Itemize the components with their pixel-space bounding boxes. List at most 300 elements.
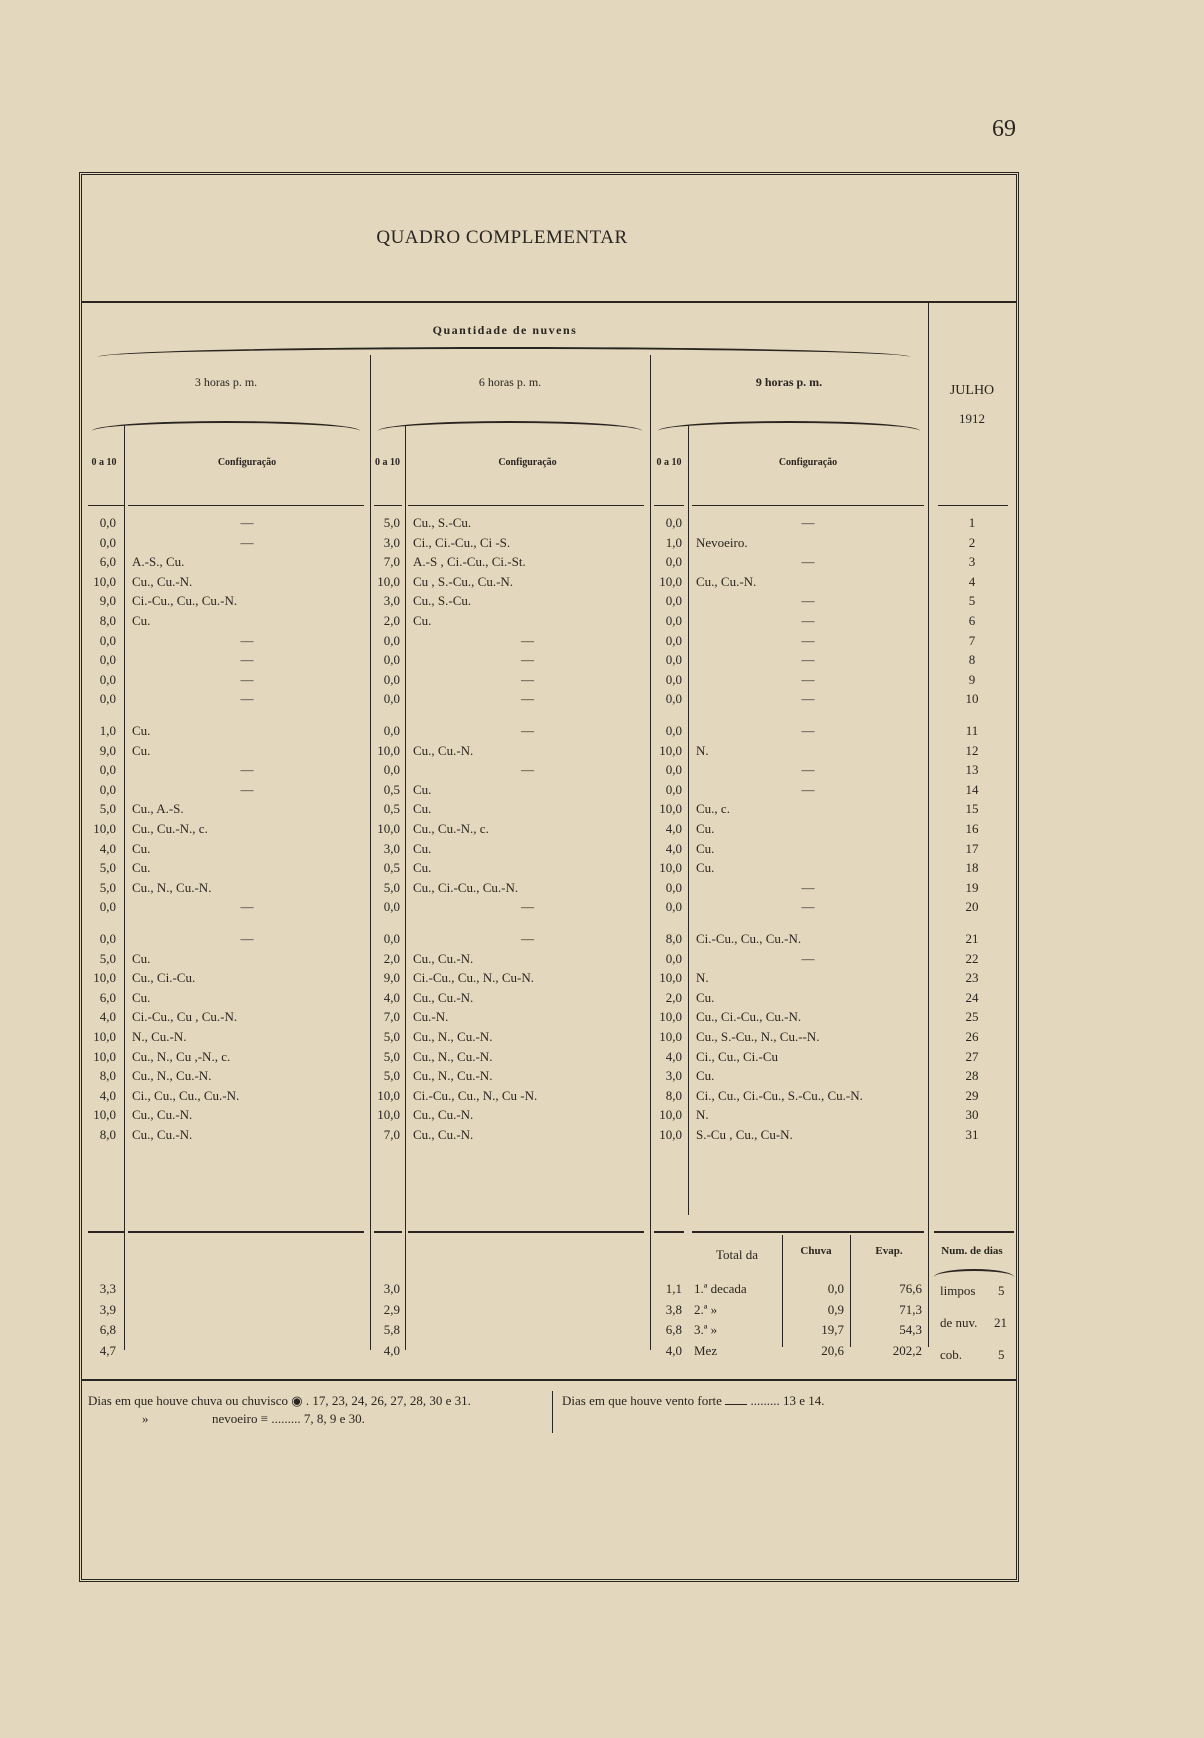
- cell-6pm-config: —: [521, 931, 534, 946]
- ndias-brace: [934, 1269, 1014, 1277]
- cell-9pm-config: Ci., Cu., Ci.-Cu., S.-Cu., Cu.-N.: [696, 1087, 863, 1103]
- cell-9pm-config: —: [801, 632, 815, 648]
- table-row: [82, 1127, 1016, 1147]
- header-rule-1: [88, 505, 124, 506]
- table-row: [82, 1009, 1016, 1029]
- cell-3pm-config: —: [240, 691, 254, 707]
- cell-day: 12: [965, 742, 979, 758]
- title-divider: [82, 301, 1016, 303]
- cell-3pm-amount: 8,0: [99, 1127, 116, 1142]
- cell-3pm-amount: 4,0: [99, 1087, 116, 1103]
- cell-6pm-config: —: [521, 899, 534, 915]
- wind-label: Dias em que houve vento forte: [562, 1393, 722, 1408]
- cell-3pm-config: Cu., Cu.-N.: [132, 1107, 193, 1123]
- cell-9pm-config: S.-Cu , Cu., Cu-N.: [696, 1127, 793, 1142]
- cell-6pm-config: Cu.: [413, 801, 432, 817]
- cell-3pm-amount: 5,0: [99, 860, 116, 876]
- limpos-label: limpos: [940, 1283, 976, 1298]
- table-row: [82, 691, 1016, 711]
- cell-9pm-config: —: [801, 691, 815, 707]
- cell-6pm-amount: 4,0: [383, 989, 400, 1005]
- total-3pm: 3,9: [99, 1301, 116, 1317]
- cell-6pm-config: Cu., S.-Cu.: [413, 515, 472, 530]
- cell-3pm-config: —: [240, 652, 254, 668]
- cell-day: 21: [965, 931, 979, 946]
- cell-day: 10: [965, 691, 979, 707]
- cell-day: 11: [965, 723, 979, 738]
- cell-6pm-config: Cu., Cu.-N.: [413, 1107, 474, 1123]
- cell-day: 13: [965, 762, 979, 778]
- cell-day: 4: [968, 573, 976, 589]
- cell-6pm-config: —: [521, 691, 534, 707]
- cell-9pm-amount: 0,0: [665, 781, 682, 797]
- header-rule-7: [938, 505, 1008, 506]
- cell-6pm-amount: 3,0: [383, 840, 400, 856]
- time-6pm: 6 horas p. m.: [478, 375, 542, 389]
- total-9pm: 1,1: [665, 1281, 682, 1296]
- cell-3pm-amount: 10,0: [93, 970, 116, 986]
- cell-3pm-amount: 5,0: [99, 879, 116, 895]
- cell-3pm-amount: 10,0: [93, 573, 116, 589]
- cell-3pm-amount: 0,0: [99, 534, 116, 550]
- cell-6pm-config: Cu., Cu.-N.: [413, 950, 474, 966]
- cell-9pm-config: —: [801, 652, 815, 668]
- header-rule-2: [128, 505, 364, 506]
- cell-9pm-config: —: [801, 515, 815, 530]
- table-row: [82, 593, 1016, 613]
- cell-9pm-amount: 0,0: [665, 632, 682, 648]
- table-frame: [79, 172, 1019, 1582]
- cell-3pm-config: Cu.: [132, 950, 151, 966]
- cell-6pm-amount: 3,0: [383, 593, 400, 609]
- total-period: Mez: [694, 1342, 718, 1358]
- totals-rule-7: [934, 1231, 1014, 1233]
- cell-9pm-config: —: [801, 879, 815, 895]
- cell-9pm-config: Cu., S.-Cu., N., Cu.--N.: [696, 1029, 820, 1044]
- cell-9pm-config: —: [801, 723, 815, 738]
- cell-day: 24: [965, 989, 979, 1005]
- group-title: Quantidade de nuvens: [432, 323, 578, 337]
- cell-6pm-amount: 0,5: [383, 860, 400, 876]
- totals-rule-1: [88, 1231, 124, 1233]
- cell-3pm-config: Ci.-Cu., Cu , Cu.-N.: [132, 1009, 238, 1025]
- table-row: [82, 970, 1016, 990]
- cell-6pm-config: Cu., Cu.-N.: [413, 742, 474, 758]
- evap-label: Evap.: [875, 1245, 903, 1257]
- total-period: 1.ª decada: [694, 1281, 747, 1296]
- cell-6pm-config: Cu., Cu.-N.: [413, 1127, 474, 1142]
- table-row: [82, 841, 1016, 861]
- cell-9pm-amount: 4,0: [665, 1048, 682, 1064]
- cell-9pm-amount: 3,0: [665, 1068, 682, 1084]
- total-evap: 76,6: [899, 1281, 922, 1296]
- cell-6pm-amount: 0,0: [383, 652, 400, 668]
- cell-day: 2: [968, 534, 976, 550]
- cell-9pm-config: —: [801, 554, 815, 570]
- table-row: [82, 1088, 1016, 1108]
- cell-3pm-config: Ci.-Cu., Cu., Cu.-N.: [132, 593, 238, 609]
- cell-6pm-amount: 0,0: [383, 671, 400, 687]
- header-rule-5: [654, 505, 684, 506]
- cell-day: 25: [965, 1009, 979, 1025]
- cell-9pm-amount: 10,0: [659, 1127, 682, 1142]
- rain-symbol-icon: ◉: [291, 1393, 303, 1408]
- cell-6pm-amount: 5,0: [383, 515, 400, 530]
- cell-3pm-amount: 0,0: [99, 762, 116, 778]
- cell-9pm-config: N.: [696, 742, 709, 758]
- cell-6pm-config: Cu , S.-Cu., Cu.-N.: [413, 573, 514, 589]
- cell-9pm-config: —: [801, 613, 815, 628]
- total-6pm: 3,0: [383, 1281, 400, 1296]
- table-row: [82, 931, 1016, 951]
- cell-day: 14: [965, 781, 979, 797]
- cell-6pm-amount: 0,0: [383, 632, 400, 648]
- cell-9pm-config: Ci.-Cu., Cu., Cu.-N.: [696, 931, 802, 946]
- cell-9pm-config: Cu.: [696, 860, 715, 876]
- cell-6pm-config: —: [521, 762, 534, 778]
- cell-6pm-config: Cu.-N.: [413, 1009, 449, 1025]
- cell-6pm-amount: 5,0: [383, 1068, 400, 1084]
- total-3pm: 4,7: [99, 1342, 116, 1358]
- table-row: [82, 1049, 1016, 1069]
- cell-9pm-config: —: [801, 781, 815, 797]
- table-row: [82, 782, 1016, 802]
- cell-9pm-config: —: [801, 899, 815, 915]
- fog-label: nevoeiro: [212, 1411, 258, 1426]
- cell-6pm-config: —: [521, 632, 534, 648]
- cell-9pm-config: —: [801, 671, 815, 687]
- cell-9pm-amount: 10,0: [659, 801, 682, 817]
- cell-3pm-config: Cu.: [132, 840, 151, 856]
- cell-9pm-config: N.: [696, 970, 709, 986]
- wind-values: ......... 13 e 14.: [750, 1393, 825, 1408]
- total-9pm: 4,0: [665, 1342, 682, 1358]
- total-chuva: 19,7: [821, 1322, 844, 1337]
- cell-6pm-amount: 10,0: [377, 821, 400, 836]
- cell-9pm-config: —: [801, 950, 815, 966]
- totals-rule-6: [692, 1231, 924, 1233]
- cell-6pm-config: Cu.: [413, 840, 432, 856]
- table-row: [82, 743, 1016, 763]
- cell-day: 22: [965, 950, 979, 966]
- cell-3pm-amount: 10,0: [93, 821, 116, 836]
- cell-3pm-amount: 0,0: [99, 899, 116, 915]
- cell-9pm-amount: 0,0: [665, 691, 682, 707]
- cell-day: 7: [968, 632, 976, 648]
- total-evap: 202,2: [892, 1342, 922, 1358]
- cell-day: 20: [965, 899, 979, 915]
- cell-9pm-amount: 0,0: [665, 671, 682, 687]
- totals-rule-4: [408, 1231, 644, 1233]
- header-rule-3: [374, 505, 402, 506]
- cell-6pm-config: Cu., Ci.-Cu., Cu.-N.: [413, 879, 519, 895]
- totals-rule-5: [654, 1231, 684, 1233]
- cell-3pm-config: Cu., Cu.-N., c.: [132, 821, 208, 836]
- table-row: [82, 574, 1016, 594]
- rain-values: . 17, 23, 24, 26, 27, 28, 30 e 31.: [305, 1393, 471, 1408]
- cell-day: 9: [968, 671, 976, 687]
- total-period: 3.ª »: [694, 1322, 718, 1337]
- cell-9pm-amount: 0,0: [665, 723, 682, 738]
- cell-9pm-amount: 0,0: [665, 879, 682, 895]
- cell-3pm-amount: 0,0: [99, 652, 116, 668]
- cell-3pm-config: Cu., N., Cu.-N.: [132, 1068, 212, 1084]
- total-chuva: 20,6: [821, 1342, 844, 1358]
- group-brace: [98, 347, 910, 357]
- table-row: [82, 762, 1016, 782]
- cell-9pm-amount: 0,0: [665, 515, 682, 530]
- cell-9pm-config: Cu., Ci.-Cu., Cu.-N.: [696, 1009, 802, 1025]
- cell-9pm-amount: 10,0: [659, 1107, 682, 1123]
- cell-6pm-config: —: [521, 671, 534, 687]
- cell-6pm-config: Cu., Cu.-N.: [413, 989, 474, 1005]
- cell-day: 30: [965, 1107, 979, 1123]
- footer-divider: [82, 1379, 1016, 1381]
- cell-9pm-amount: 2,0: [665, 989, 682, 1005]
- cell-3pm-amount: 9,0: [99, 742, 116, 758]
- cell-6pm-config: Cu.: [413, 613, 432, 628]
- cell-6pm-amount: 10,0: [377, 1107, 400, 1123]
- cell-6pm-config: Cu., N., Cu.-N.: [413, 1068, 493, 1084]
- cell-3pm-amount: 6,0: [99, 989, 116, 1005]
- cell-3pm-config: —: [240, 632, 254, 648]
- cell-9pm-amount: 0,0: [665, 613, 682, 628]
- cell-6pm-amount: 2,0: [383, 950, 400, 966]
- table-title: QUADRO COMPLEMENTAR: [376, 227, 628, 248]
- wind-symbol-icon: [725, 1398, 747, 1405]
- cell-day: 6: [968, 613, 976, 628]
- cell-3pm-config: Cu., N., Cu ,-N., c.: [132, 1048, 231, 1064]
- cell-6pm-amount: 5,0: [383, 1048, 400, 1064]
- cell-6pm-amount: 5,0: [383, 1029, 400, 1044]
- cell-3pm-config: Ci., Cu., Cu., Cu.-N.: [132, 1087, 240, 1103]
- cell-3pm-amount: 5,0: [99, 801, 116, 817]
- cell-3pm-config: —: [240, 671, 254, 687]
- cell-9pm-amount: 8,0: [665, 1087, 682, 1103]
- cell-6pm-config: Ci., Ci.-Cu., Ci -S.: [413, 534, 511, 550]
- cell-3pm-amount: 10,0: [93, 1107, 116, 1123]
- cell-6pm-amount: 7,0: [383, 1127, 400, 1142]
- totals-rule-3: [374, 1231, 402, 1233]
- total-6pm: 4,0: [383, 1342, 400, 1358]
- table-row: [82, 535, 1016, 555]
- total-6pm: 5,8: [383, 1322, 400, 1337]
- cell-9pm-amount: 10,0: [659, 1029, 682, 1044]
- cell-3pm-amount: 8,0: [99, 613, 116, 628]
- nuv-label: de nuv.: [940, 1315, 978, 1330]
- cell-6pm-config: Cu., S.-Cu.: [413, 593, 472, 609]
- total-label: Total da: [715, 1247, 759, 1262]
- cell-3pm-amount: 10,0: [93, 1048, 116, 1064]
- year-label: 1912: [959, 411, 985, 426]
- fog-prefix: »: [142, 1411, 149, 1426]
- table-row: [82, 1068, 1016, 1088]
- table-row: [82, 613, 1016, 633]
- config-label-3: Configuração: [778, 457, 838, 468]
- cell-9pm-config: Cu., c.: [696, 801, 730, 817]
- cell-3pm-amount: 0,0: [99, 671, 116, 687]
- nuv-value: 21: [994, 1315, 1007, 1330]
- total-6pm: 2,9: [383, 1301, 400, 1317]
- fog-values: ......... 7, 8, 9 e 30.: [271, 1411, 365, 1426]
- total-3pm: 3,3: [99, 1281, 116, 1296]
- total-period: 2.ª »: [694, 1301, 718, 1317]
- scale-label-3: 0 a 10: [656, 457, 682, 468]
- config-label-1: Configuração: [217, 457, 277, 468]
- cell-9pm-config: N.: [696, 1107, 709, 1123]
- page-number: 69: [992, 116, 1016, 142]
- cell-6pm-amount: 0,0: [383, 762, 400, 778]
- cell-3pm-amount: 4,0: [99, 840, 116, 856]
- cell-3pm-config: —: [240, 931, 254, 946]
- cell-3pm-config: Cu.: [132, 989, 151, 1005]
- table-row: [82, 990, 1016, 1010]
- cell-day: 16: [965, 821, 979, 836]
- total-9pm: 6,8: [665, 1322, 682, 1337]
- cell-6pm-config: Cu., N., Cu.-N.: [413, 1048, 493, 1064]
- cell-9pm-config: Cu.: [696, 1068, 715, 1084]
- header-rule-4: [408, 505, 644, 506]
- fog-note: [212, 1411, 365, 1427]
- cell-9pm-config: Cu.: [696, 989, 715, 1005]
- fog-symbol-icon: ≡: [260, 1411, 269, 1426]
- cell-day: 27: [965, 1048, 979, 1064]
- scale-label-2: 0 a 10: [375, 457, 400, 468]
- cell-3pm-config: N., Cu.-N.: [132, 1029, 187, 1044]
- header-rule-6: [692, 505, 924, 506]
- cell-6pm-config: Ci.-Cu., Cu., N., Cu -N.: [413, 1087, 538, 1103]
- cell-3pm-amount: 0,0: [99, 691, 116, 707]
- cell-3pm-amount: 0,0: [99, 931, 116, 946]
- limpos-value: 5: [998, 1283, 1005, 1298]
- cell-day: 18: [965, 860, 979, 876]
- cell-6pm-config: Cu.: [413, 781, 432, 797]
- total-evap: 54,3: [899, 1322, 922, 1337]
- cell-9pm-amount: 0,0: [665, 899, 682, 915]
- total-3pm: 6,8: [99, 1322, 116, 1337]
- cell-9pm-amount: 0,0: [665, 762, 682, 778]
- table-row: [82, 1029, 1016, 1049]
- cell-3pm-config: Cu.: [132, 613, 151, 628]
- cell-3pm-config: —: [240, 534, 254, 550]
- cell-3pm-amount: 0,0: [99, 515, 116, 530]
- table-row: [82, 951, 1016, 971]
- time-9pm: 9 horas p. m.: [755, 375, 823, 389]
- table-row: [82, 554, 1016, 574]
- cell-9pm-config: —: [801, 762, 815, 778]
- brace-6pm: [378, 421, 642, 431]
- config-label-2: Configuração: [498, 457, 557, 468]
- cell-6pm-config: Cu., N., Cu.-N.: [413, 1029, 493, 1044]
- cell-6pm-amount: 0,0: [383, 899, 400, 915]
- footer-col-divider: [552, 1391, 553, 1433]
- cell-3pm-config: Cu.: [132, 723, 151, 738]
- cell-6pm-amount: 2,0: [383, 613, 400, 628]
- cell-9pm-amount: 4,0: [665, 821, 682, 836]
- cell-day: 19: [965, 879, 979, 895]
- cell-3pm-config: —: [240, 762, 254, 778]
- cell-6pm-amount: 0,5: [383, 801, 400, 817]
- chuva-label: Chuva: [800, 1245, 832, 1257]
- cell-9pm-amount: 0,0: [665, 593, 682, 609]
- cell-6pm-config: —: [521, 723, 534, 738]
- wind-note: [562, 1393, 824, 1409]
- cell-3pm-config: —: [240, 781, 254, 797]
- cell-9pm-amount: 10,0: [659, 970, 682, 986]
- cell-day: 29: [965, 1087, 979, 1103]
- cell-3pm-config: Cu.: [132, 742, 151, 758]
- cell-9pm-config: Nevoeiro.: [696, 534, 748, 550]
- total-chuva: 0,9: [827, 1301, 844, 1317]
- cell-3pm-amount: 9,0: [99, 593, 116, 609]
- cell-3pm-config: —: [240, 899, 254, 915]
- table-row: [82, 821, 1016, 841]
- cell-day: 23: [965, 970, 979, 986]
- cell-9pm-amount: 0,0: [665, 554, 682, 570]
- cell-6pm-amount: 10,0: [377, 742, 400, 758]
- cell-9pm-amount: 10,0: [659, 860, 682, 876]
- cell-6pm-amount: 0,5: [383, 781, 400, 797]
- cell-3pm-config: —: [240, 515, 254, 530]
- cell-3pm-amount: 6,0: [99, 554, 116, 570]
- cell-6pm-config: Cu., Cu.-N., c.: [413, 821, 489, 836]
- table-row: [82, 880, 1016, 900]
- rain-label: Dias em que houve chuva ou chuvisco: [88, 1393, 289, 1408]
- cell-day: 5: [968, 593, 976, 609]
- time-3pm: 3 horas p. m.: [194, 375, 258, 389]
- total-9pm: 3,8: [665, 1301, 682, 1317]
- cell-9pm-amount: 10,0: [659, 742, 682, 758]
- cell-3pm-config: Cu., N., Cu.-N.: [132, 879, 212, 895]
- table-row: [82, 633, 1016, 653]
- cell-9pm-config: Cu.: [696, 840, 715, 856]
- cell-6pm-amount: 10,0: [377, 573, 400, 589]
- month-label: JULHO: [949, 383, 995, 398]
- total-chuva: 0,0: [827, 1281, 844, 1296]
- cell-day: 1: [968, 515, 976, 530]
- table-row: [82, 672, 1016, 692]
- cell-3pm-amount: 8,0: [99, 1068, 116, 1084]
- cell-6pm-amount: 9,0: [383, 970, 400, 986]
- rain-note: [88, 1393, 471, 1409]
- cell-3pm-config: Cu.: [132, 860, 151, 876]
- cell-3pm-config: Cu., Cu.-N.: [132, 573, 193, 589]
- cell-day: 15: [965, 801, 979, 817]
- ndias-label: Num. de dias: [941, 1245, 1003, 1257]
- cell-3pm-config: A.-S., Cu.: [132, 554, 185, 570]
- cell-6pm-amount: 3,0: [383, 534, 400, 550]
- cell-9pm-amount: 10,0: [659, 573, 682, 589]
- cell-day: 26: [965, 1029, 979, 1044]
- cell-9pm-amount: 8,0: [665, 931, 682, 946]
- cell-3pm-config: Cu., Ci.-Cu.: [132, 970, 196, 986]
- cell-day: 17: [965, 840, 979, 856]
- totals-rule-2: [128, 1231, 364, 1233]
- cell-3pm-amount: 0,0: [99, 632, 116, 648]
- cell-6pm-amount: 0,0: [383, 691, 400, 707]
- cell-3pm-amount: 0,0: [99, 781, 116, 797]
- cell-9pm-amount: 0,0: [665, 652, 682, 668]
- cell-6pm-amount: 0,0: [383, 931, 400, 946]
- cell-6pm-amount: 10,0: [377, 1087, 400, 1103]
- cell-day: 28: [965, 1068, 979, 1084]
- cob-value: 5: [998, 1347, 1005, 1362]
- cell-3pm-amount: 1,0: [99, 723, 116, 738]
- cell-9pm-amount: 1,0: [665, 534, 682, 550]
- cell-6pm-amount: 5,0: [383, 879, 400, 895]
- cell-6pm-amount: 7,0: [383, 554, 400, 570]
- cell-3pm-config: Cu., Cu.-N.: [132, 1127, 193, 1142]
